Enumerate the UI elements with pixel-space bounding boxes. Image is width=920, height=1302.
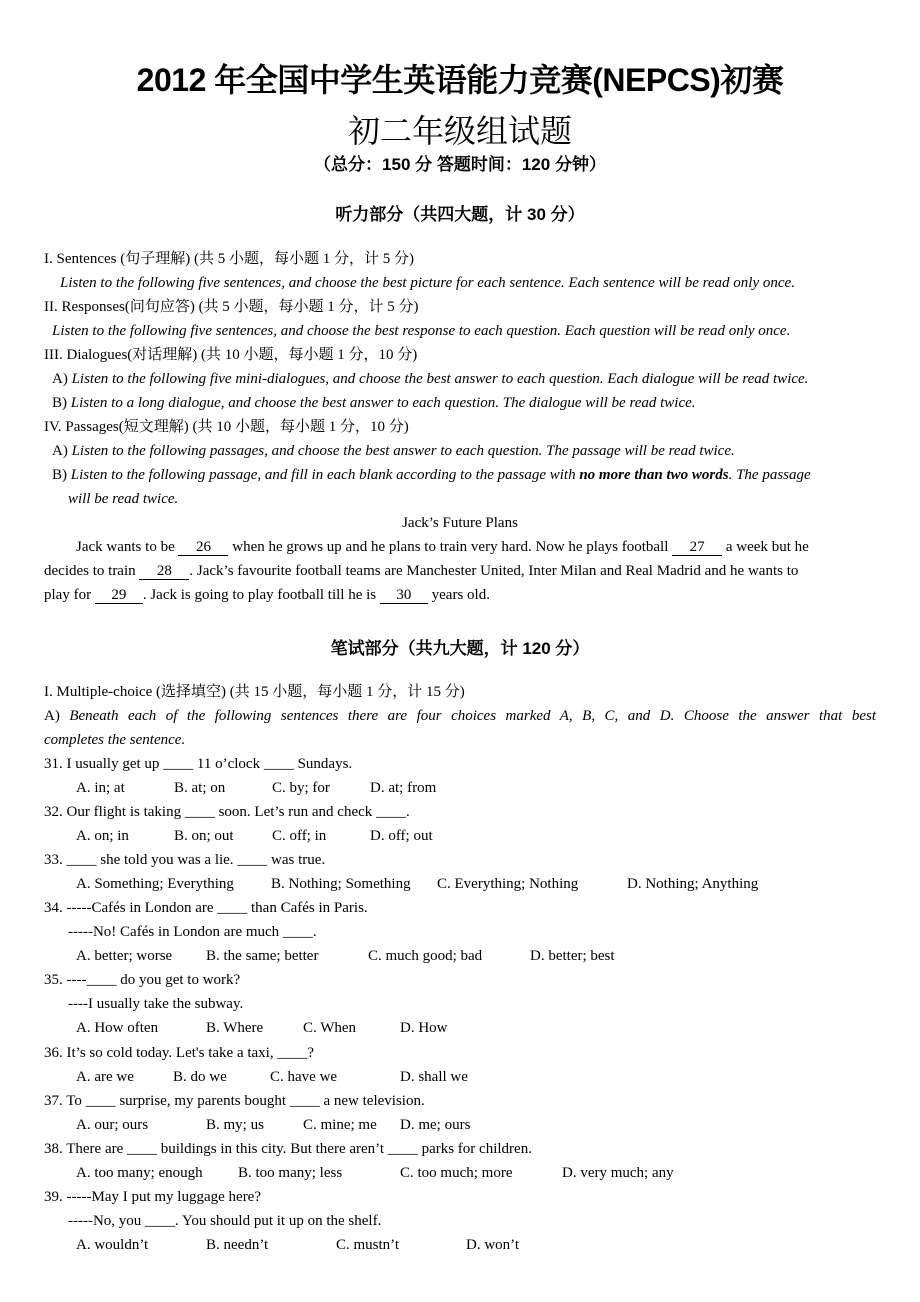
question-stem-reply: -----No, you ____. You should put it up on the shelf. bbox=[68, 1213, 382, 1229]
question-stem: 33. ____ she told you was a lie. ____ was true. bbox=[44, 852, 326, 868]
option-d[interactable]: D. How bbox=[400, 1020, 448, 1036]
question-options bbox=[76, 1235, 519, 1255]
question-options bbox=[76, 778, 436, 798]
option-c[interactable]: C. When bbox=[303, 1020, 357, 1036]
option-b[interactable]: B. on; out bbox=[174, 828, 234, 844]
section-instruction: Listen to the following five sentences, and choose the best response to each question. Each question will be read only once. bbox=[52, 323, 791, 339]
blank-30[interactable]: 30 bbox=[380, 587, 428, 604]
option-a[interactable]: A. our; ours bbox=[76, 1117, 149, 1133]
passage-line: decides to train 28 . Jack’s favourite football teams are Manchester United, Inter Milan and Real Madrid and he wants to bbox=[44, 563, 799, 579]
option-a[interactable]: A. in; at bbox=[76, 780, 125, 796]
section-title: I. Sentences (句子理解) (共 5 小题，每小题 1 分，计 5 分) bbox=[44, 251, 414, 267]
question-stem: 37. To ____ surprise, my parents bought ____ a new television. bbox=[44, 1093, 425, 1109]
exam-title: 2012 年全国中学生英语能力竞赛(NEPCS)初赛 bbox=[136, 62, 784, 98]
question-stem-reply: -----No! Cafés in London are much ____. bbox=[68, 924, 317, 940]
question-options bbox=[76, 1067, 468, 1087]
question-options bbox=[76, 946, 615, 966]
option-d[interactable]: D. won’t bbox=[466, 1237, 520, 1253]
option-d[interactable]: D. off; out bbox=[370, 828, 433, 844]
option-b[interactable]: B. the same; better bbox=[206, 948, 319, 964]
passage-line: play for 29 . Jack is going to play football till he is 30 years old. bbox=[44, 587, 490, 603]
option-d[interactable]: D. at; from bbox=[370, 780, 437, 796]
option-d[interactable]: D. shall we bbox=[400, 1069, 468, 1085]
option-a[interactable]: A. wouldn’t bbox=[76, 1237, 149, 1253]
option-b[interactable]: B. Where bbox=[206, 1020, 264, 1036]
question-options bbox=[76, 1018, 448, 1038]
option-d[interactable]: D. very much; any bbox=[562, 1165, 674, 1181]
option-b[interactable]: B. needn’t bbox=[206, 1237, 269, 1253]
section-part-b-cont: will be read twice. bbox=[68, 491, 179, 507]
option-c[interactable]: C. Everything; Nothing bbox=[437, 876, 579, 892]
option-a[interactable]: A. are we bbox=[76, 1069, 134, 1085]
question-stem-reply: ----I usually take the subway. bbox=[68, 996, 244, 1012]
question-stem: 36. It’s so cold today. Let's take a taxi, ____? bbox=[44, 1045, 314, 1061]
section-instruction: Listen to the following five sentences, and choose the best picture for each sentence. Each sentence will be read only once. bbox=[60, 275, 795, 291]
passage-title: Jack’s Future Plans bbox=[402, 515, 518, 531]
section-part-b: B) Listen to a long dialogue, and choose the best answer to each question. The dialogue will be read twice. bbox=[52, 395, 696, 411]
option-c[interactable]: C. much good; bad bbox=[368, 948, 483, 964]
option-d[interactable]: D. better; best bbox=[530, 948, 615, 964]
written-heading: 笔试部分（共九大题，计 120 分） bbox=[330, 639, 590, 658]
section-title: I. Multiple-choice (选择填空) (共 15 小题，每小题 1 分，计 15 分) bbox=[44, 684, 465, 700]
question-options bbox=[76, 874, 758, 894]
question-options bbox=[76, 1115, 470, 1135]
section-part-a: A) Listen to the following five mini-dialogues, and choose the best answer to each question. Each dialogue will be read twice. bbox=[52, 371, 809, 387]
blank-26[interactable]: 26 bbox=[178, 539, 228, 556]
option-c[interactable]: C. by; for bbox=[272, 780, 330, 796]
option-a[interactable]: A. How often bbox=[76, 1020, 159, 1036]
section-instruction: A) Beneath each of the following sentences there are four choices marked A, B, C, and D. Choose the answer that best bbox=[44, 708, 877, 724]
option-c[interactable]: C. too much; more bbox=[400, 1165, 513, 1181]
question-stem: 38. There are ____ buildings in this city. But there aren’t ____ parks for children. bbox=[44, 1141, 532, 1157]
option-b[interactable]: B. do we bbox=[173, 1069, 227, 1085]
question-stem: 35. ----____ do you get to work? bbox=[44, 972, 241, 988]
blank-27[interactable]: 27 bbox=[672, 539, 722, 556]
section-title: IV. Passages(短文理解) (共 10 小题，每小题 1 分，10 分) bbox=[44, 419, 409, 435]
option-b[interactable]: B. my; us bbox=[206, 1117, 264, 1133]
exam-meta: （总分：150 分 答题时间：120 分钟） bbox=[314, 155, 606, 174]
question-options bbox=[76, 826, 433, 846]
option-a[interactable]: A. Something; Everything bbox=[76, 876, 234, 892]
option-c[interactable]: C. mustn’t bbox=[336, 1237, 400, 1253]
section-instruction-cont: completes the sentence. bbox=[44, 732, 186, 748]
option-c[interactable]: C. have we bbox=[270, 1069, 338, 1085]
option-b[interactable]: B. Nothing; Something bbox=[271, 876, 411, 892]
blank-28[interactable]: 28 bbox=[139, 563, 189, 580]
question-stem: 39. -----May I put my luggage here? bbox=[44, 1189, 262, 1205]
option-a[interactable]: A. too many; enough bbox=[76, 1165, 203, 1181]
section-part-a: A) Listen to the following passages, and choose the best answer to each question. The passage will be read twice. bbox=[52, 443, 735, 459]
question-stem: 32. Our flight is taking ____ soon. Let’s run and check ____. bbox=[44, 804, 410, 820]
option-b[interactable]: B. at; on bbox=[174, 780, 226, 796]
question-stem: 34. -----Cafés in London are ____ than Cafés in Paris. bbox=[44, 900, 368, 916]
option-a[interactable]: A. better; worse bbox=[76, 948, 173, 964]
option-d[interactable]: D. me; ours bbox=[400, 1117, 471, 1133]
option-b[interactable]: B. too many; less bbox=[238, 1165, 343, 1181]
section-title: III. Dialogues(对话理解) (共 10 小题，每小题 1 分，10 分) bbox=[44, 347, 418, 363]
option-c[interactable]: C. mine; me bbox=[303, 1117, 377, 1133]
passage-line: Jack wants to be 26 when he grows up and he plans to train very hard. Now he plays football 27 a week but he bbox=[76, 539, 809, 555]
section-title: II. Responses(问句应答) (共 5 小题，每小题 1 分，计 5 分) bbox=[44, 299, 419, 315]
question-stem: 31. I usually get up ____ 11 o’clock ____ Sundays. bbox=[44, 756, 353, 772]
listening-heading: 听力部分（共四大题，计 30 分） bbox=[335, 205, 585, 224]
question-options bbox=[76, 1163, 674, 1183]
option-c[interactable]: C. off; in bbox=[272, 828, 327, 844]
option-d[interactable]: D. Nothing; Anything bbox=[627, 876, 759, 892]
option-a[interactable]: A. on; in bbox=[76, 828, 129, 844]
blank-29[interactable]: 29 bbox=[95, 587, 143, 604]
exam-subtitle: 初二年级组试题 bbox=[347, 113, 572, 149]
section-part-b: B) Listen to the following passage, and fill in each blank according to the passage with no more than two words. The passage bbox=[52, 467, 811, 483]
